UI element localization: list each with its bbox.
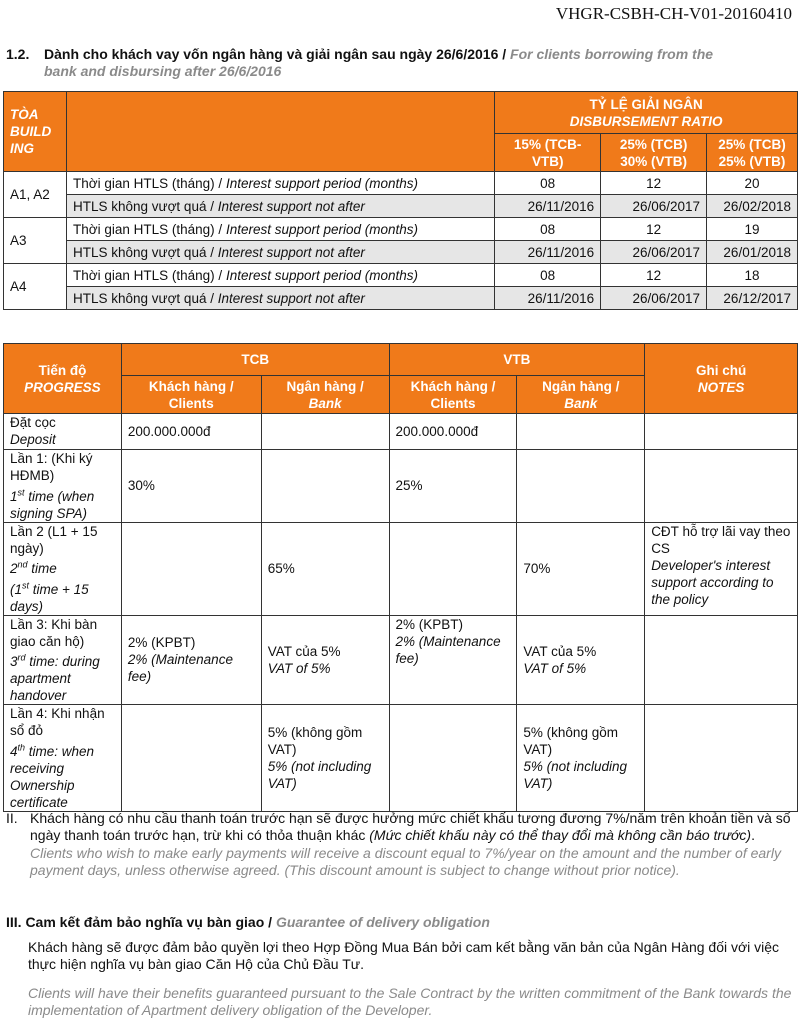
building-name: A1, A2 bbox=[4, 172, 67, 218]
vtb-client-header: Khách hàng / Clients bbox=[389, 376, 517, 414]
progress-header: Tiến độ PROGRESS bbox=[4, 344, 122, 414]
period-value: 18 bbox=[707, 264, 798, 287]
table-row bbox=[4, 264, 798, 287]
section-1-2-title bbox=[6, 46, 796, 80]
table-row bbox=[4, 172, 798, 195]
period-value: 20 bbox=[707, 172, 798, 195]
limit-value: 26/11/2016 bbox=[495, 241, 601, 264]
tcb-bank-header: Ngân hàng / Bank bbox=[261, 376, 389, 414]
building-name: A3 bbox=[4, 218, 67, 264]
table-row bbox=[4, 195, 798, 218]
building-header: TÒA BUILD ING bbox=[4, 92, 67, 172]
limit-value: 26/06/2017 bbox=[601, 287, 707, 310]
tcb-header: TCB bbox=[121, 344, 389, 376]
ratio-col-1: 15% (TCB-VTB) bbox=[495, 134, 601, 172]
section-title-en-2: bank and disbursing after 26/6/2016 bbox=[44, 63, 282, 79]
period-value: 19 bbox=[707, 218, 798, 241]
table-row: Lần 1: (Khi ký HĐMB) 1st time (when signing SPA) 30% 25% bbox=[4, 450, 798, 523]
ratio-header: TỶ LỆ GIẢI NGÂN DISBURSEMENT RATIO bbox=[495, 92, 798, 134]
document-code: VHGR-CSBH-CH-V01-20160410 bbox=[555, 4, 792, 23]
period-value: 12 bbox=[601, 172, 707, 195]
ratio-col-2: 25% (TCB) 30% (VTB) bbox=[601, 134, 707, 172]
period-value: 08 bbox=[495, 264, 601, 287]
section-3 bbox=[6, 914, 796, 1019]
section-2-en: Clients who wish to make early payments will receive a discount equal to 7%/year on the amount and the number of early payment days, unless otherwise agreed. (This discount amount is subject to change without prior notice). bbox=[30, 845, 781, 878]
limit-value: 26/06/2017 bbox=[601, 195, 707, 218]
limit-value: 26/11/2016 bbox=[495, 195, 601, 218]
limit-value: 26/01/2018 bbox=[707, 241, 798, 264]
period-label: Thời gian HTLS (tháng) / Interest support period (months) bbox=[67, 172, 495, 195]
period-value: 12 bbox=[601, 218, 707, 241]
period-value: 12 bbox=[601, 264, 707, 287]
tcb-client-header: Khách hàng / Clients bbox=[121, 376, 261, 414]
table-row bbox=[4, 218, 798, 241]
vtb-header: VTB bbox=[389, 344, 645, 376]
section-3-title-vi: III. Cam kết đảm bảo nghĩa vụ bàn giao / bbox=[6, 914, 273, 930]
limit-value: 26/12/2017 bbox=[707, 287, 798, 310]
limit-label: HTLS không vượt quá / Interest support not after bbox=[67, 241, 495, 264]
notes-header: Ghi chú NOTES bbox=[645, 344, 798, 414]
disbursement-ratio-table bbox=[3, 91, 798, 310]
section-3-body-en: Clients will have their benefits guaranteed pursuant to the Sale Contract by the written commitment of the Bank towards the implementation of Apartment delivery obligation of the Developer. bbox=[28, 985, 792, 1018]
section-2: II. Khách hàng có nhu cầu thanh toán trước hạn sẽ được hưởng mức chiết khấu tương đương 7%/năm trên khoản tiền và số ngày thanh toán trước hạn, trừ khi có thỏa thuận khác (Mức chiết khấu này có thể thay đổi mà không cần báo trước). Clients who wish to make early payments will receive a discount equal to 7%/year on the amount and the number of early payment days, unless otherwise agreed. (This discount amount is subject to change without prior notice). bbox=[6, 810, 796, 879]
table-row: Đặt cọc Deposit 200.000.000đ 200.000.000đ bbox=[4, 414, 798, 450]
section-2-vi-italic: (Mức chiết khấu này có thể thay đổi mà không cần báo trước) bbox=[369, 827, 752, 843]
blank-header bbox=[67, 92, 495, 172]
section-2-vi: Khách hàng có nhu cầu thanh toán trước hạn sẽ được hưởng mức chiết khấu tương đương 7%/năm trên khoản tiền và số ngày thanh toán trước hạn, trừ khi có thỏa thuận khác bbox=[30, 810, 791, 843]
period-value: 08 bbox=[495, 172, 601, 195]
table-row bbox=[4, 241, 798, 264]
period-label: Thời gian HTLS (tháng) / Interest support period (months) bbox=[67, 264, 495, 287]
section-title-vi: Dành cho khách vay vốn ngân hàng và giải ngân sau ngày 26/6/2016 / bbox=[44, 46, 507, 62]
section-3-body-vi: Khách hàng sẽ được đảm bảo quyền lợi theo Hợp Đồng Mua Bán bởi cam kết bằng văn bản của Ngân Hàng đối với việc thực hiện nghĩa vụ bàn giao Căn Hộ của Chủ Đầu Tư. bbox=[28, 939, 780, 972]
vtb-bank-header: Ngân hàng / Bank bbox=[517, 376, 645, 414]
table-row: Lần 4: Khi nhận sổ đỏ 4th time: when receiving Ownership certificate 5% (không gồm VAT) 5% (not including VAT) 5% (không gồm VAT) 5% (not including VAT) bbox=[4, 705, 798, 812]
section-title-en-1: For clients borrowing from the bbox=[510, 46, 714, 62]
limit-value: 26/11/2016 bbox=[495, 287, 601, 310]
period-value: 08 bbox=[495, 218, 601, 241]
limit-label: HTLS không vượt quá / Interest support not after bbox=[67, 287, 495, 310]
section-3-title-en: Guarantee of delivery obligation bbox=[275, 914, 490, 930]
period-label: Thời gian HTLS (tháng) / Interest support period (months) bbox=[67, 218, 495, 241]
section-number: 1.2. bbox=[6, 46, 30, 62]
table-row: Lần 2 (L1 + 15 ngày) 2nd time (1st time + 15 days) 65% 70% CĐT hỗ trợ lãi vay theo CS Developer's interest support according to the policy bbox=[4, 522, 798, 615]
limit-value: 26/06/2017 bbox=[601, 241, 707, 264]
table-row bbox=[4, 287, 798, 310]
ratio-col-3: 25% (TCB) 25% (VTB) bbox=[707, 134, 798, 172]
limit-label: HTLS không vượt quá / Interest support not after bbox=[67, 195, 495, 218]
table-row: Lần 3: Khi bàn giao căn hộ) 3rd time: during apartment handover 2% (KPBT) 2% (Maintenance fee) VAT của 5% VAT of 5% 2% (KPBT) 2% (Maintenance fee) VAT của 5% VAT of 5% bbox=[4, 615, 798, 705]
building-name: A4 bbox=[4, 264, 67, 310]
limit-value: 26/02/2018 bbox=[707, 195, 798, 218]
payment-progress-table bbox=[3, 343, 798, 812]
section-2-number: II. bbox=[6, 810, 18, 826]
